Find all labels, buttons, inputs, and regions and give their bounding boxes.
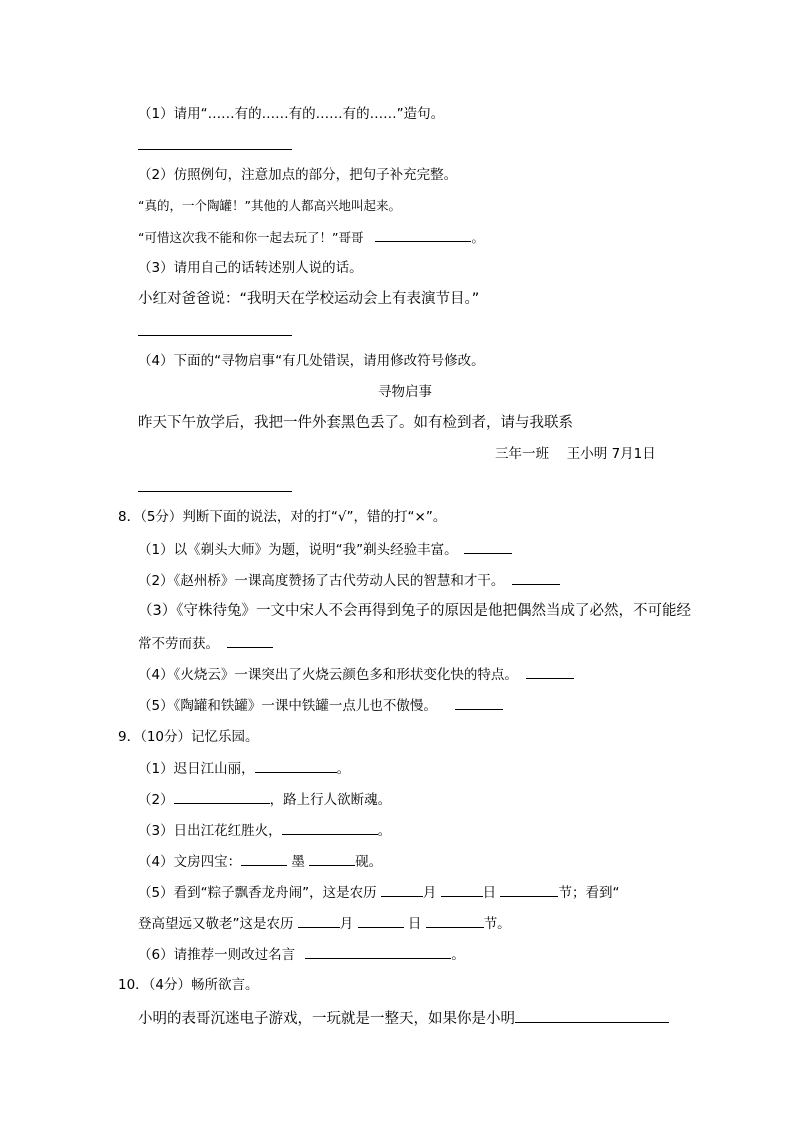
fill-blank <box>515 1008 669 1023</box>
q8-item-5: （5）《陶罐和铁罐》一课中铁罐一点儿也不傲慢。 <box>138 695 503 716</box>
judge-blank <box>512 570 560 585</box>
judge-blank <box>526 664 574 679</box>
fill-blank <box>358 913 404 928</box>
q9-item-2: （2） ，路上行人欲断魂。 <box>138 789 391 810</box>
answer-line <box>138 335 292 336</box>
q7-part4: （4）下面的“寻物启事“有几处错误，请用修改符号修改。 <box>138 353 485 369</box>
q8-item-3: （3）《守株待兔》一文中宋人不会再得到兔子的原因是他把偶然当成了必然，不可能经 <box>138 603 691 619</box>
q7-part2: （2）仿照例句，注意加点的部分，把句子补充完整。 <box>138 167 458 183</box>
fill-blank <box>282 820 378 835</box>
q8-item-3-cont: 常不劳而获。 <box>138 633 273 654</box>
q9-item-5-cont: 登高望远又敬老”这是农历 月 日 节。 <box>138 913 511 934</box>
q10-body: 小明的表哥沉迷电子游戏，一玩就是一整天，如果你是小明 <box>138 1008 669 1029</box>
fill-blank <box>309 851 355 866</box>
fill-blank <box>426 913 484 928</box>
q7-part2-fill <box>138 227 484 248</box>
q8-item-2: （2）《赵州桥》一课高度赞扬了古代劳动人民的智慧和才干。 <box>138 570 560 591</box>
notice-body: 昨天下午放学后，我把一件外套黑色丢了。如有检到者，请与我联系 <box>138 415 573 431</box>
q9-item-3: （3）日出江花红胜火， 。 <box>138 820 391 841</box>
judge-blank <box>455 695 503 710</box>
fill-blank <box>174 789 270 804</box>
fill-blank <box>305 944 451 959</box>
answer-line <box>138 149 292 150</box>
fill-suffix: 。 <box>471 230 484 245</box>
fill-prefix: “可惜这次我不能和你一起去玩了！”哥哥 <box>138 230 364 245</box>
fill-blank <box>241 851 287 866</box>
fill-blank <box>255 758 337 773</box>
fill-blank <box>441 882 483 897</box>
q7-part3: （3）请用自己的话转述别人说的话。 <box>138 260 363 276</box>
judge-blank <box>464 539 512 554</box>
q8-item-4: （4）《火烧云》一课突出了火烧云颜色多和形状变化快的特点。 <box>138 664 574 685</box>
q8-heading: 8．（5分）判断下面的说法，对的打“√”，错的打“×”。 <box>118 509 447 525</box>
q9-item-4: （4）文房四宝： 墨 砚。 <box>138 851 382 872</box>
q9-item-1: （1）迟日江山丽， 。 <box>138 758 350 779</box>
notice-signature: 三年一班 王小明 7月1日 <box>495 446 656 462</box>
fill-blank <box>375 227 471 242</box>
q9-heading: 9．（10分）记忆乐园。 <box>118 729 259 745</box>
q7-part2-example: “真的，一个陶罐！”其他的人都高兴地叫起来。 <box>138 198 401 213</box>
judge-blank <box>227 633 273 648</box>
q10-heading: 10．（4分）畅所欲言。 <box>118 977 259 993</box>
q7-part1: （1）请用“……有的……有的……有的……”造句。 <box>138 106 445 122</box>
notice-title: 寻物启事 <box>378 384 432 400</box>
q9-item-5: （5）看到“粽子飘香龙舟闹”，这是农历 月 日 节；看到“ <box>138 882 619 903</box>
q8-item-1: （1）以《剃头大师》为题，说明“我”剃头经验丰富。 <box>138 539 512 560</box>
fill-blank <box>298 913 340 928</box>
fill-blank <box>500 882 558 897</box>
answer-line <box>138 491 292 492</box>
fill-blank <box>381 882 423 897</box>
q7-part3-quote: 小红对爸爸说：“我明天在学校运动会上有表演节目。” <box>138 291 480 307</box>
q9-item-6: （6）请推荐一则改过名言 。 <box>138 944 465 965</box>
